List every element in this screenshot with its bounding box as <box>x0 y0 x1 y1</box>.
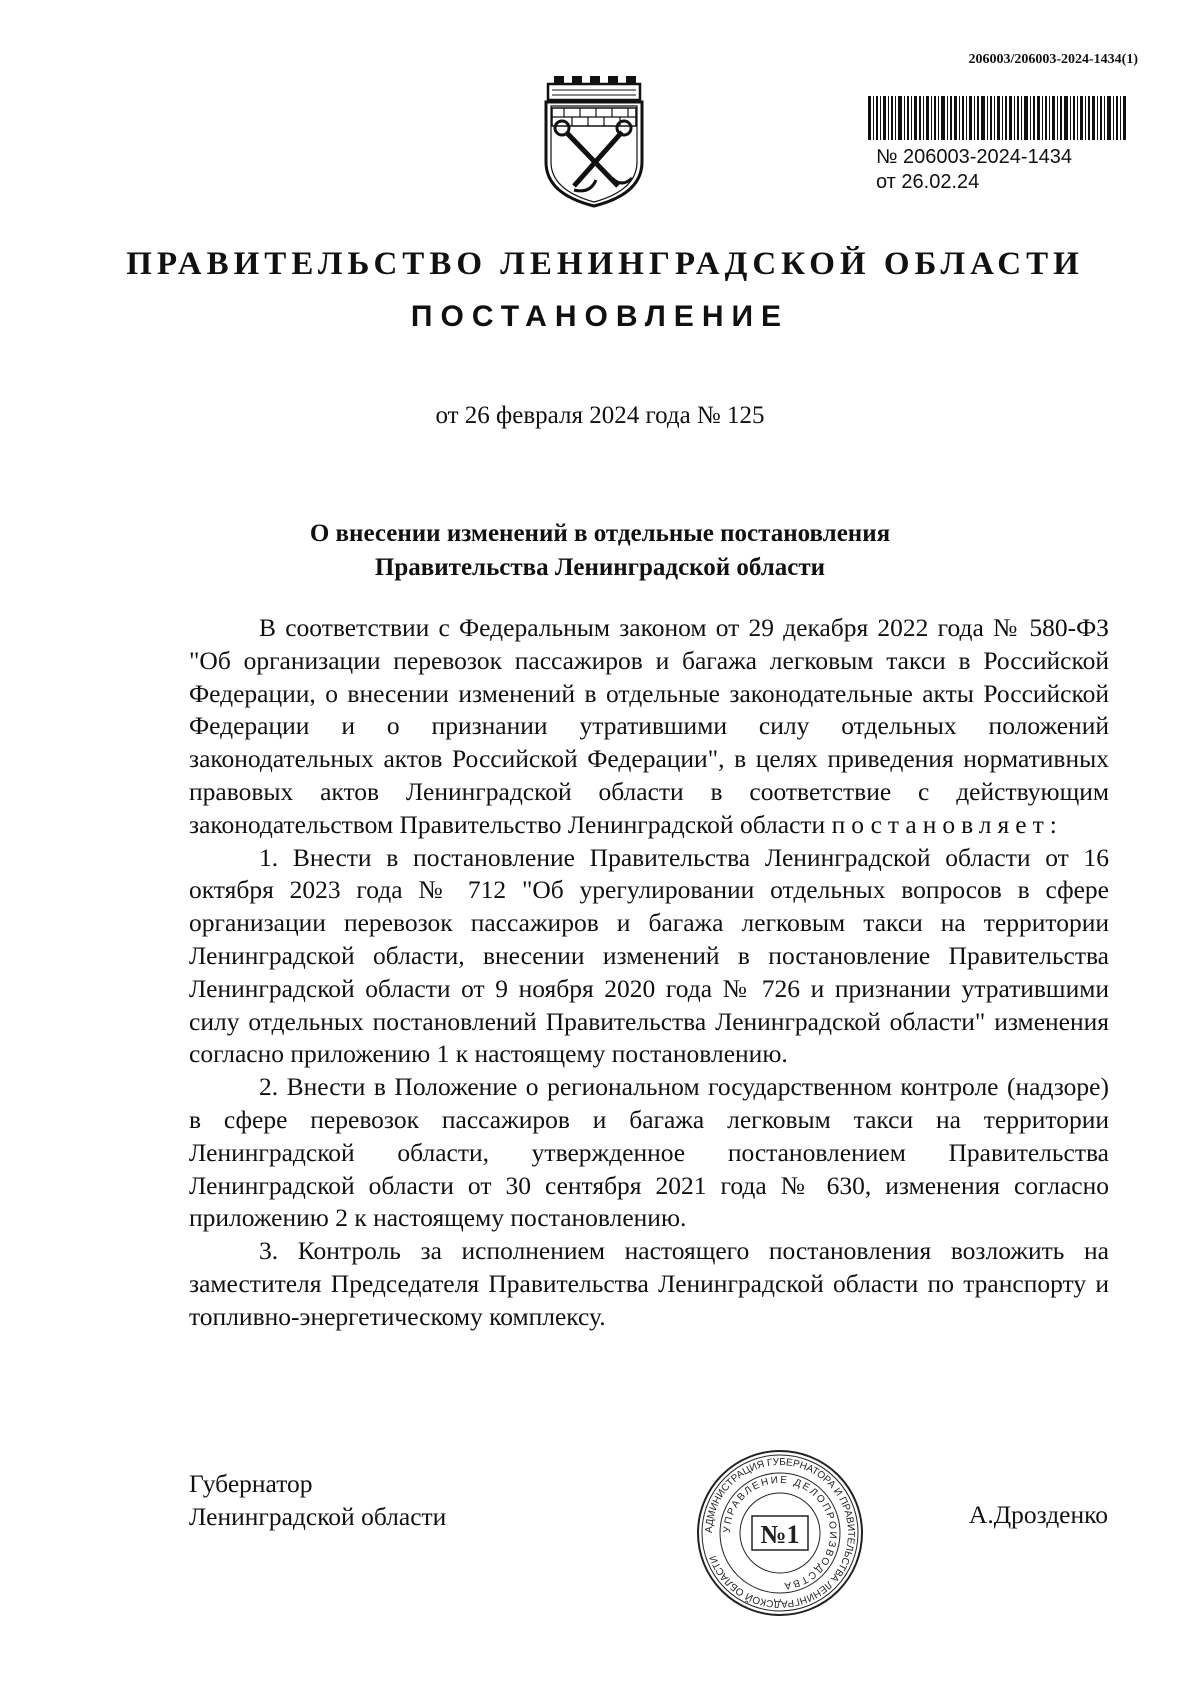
official-stamp-icon <box>695 1448 865 1618</box>
item-1-paragraph: 1. Внести в постановление Правительства Ленинградской области от 16 октября 2023 года № 712 "Об урегулировании отдельных вопросов в сфере организации перевозок пассажиров и багажа легковым такси на территории Ленинградской области, внесении изменений в постановление Правительства Ленинградской области от 9 ноября 2020 года № 726 и признании утратившими силу отдельных постановлений Правительства Ленинградской области" изменения согласно приложению 1 к настоящему постановлению. <box>189 842 1109 1069</box>
document-subject <box>0 517 1200 585</box>
document-id: 206003/206003-2024-1434(1) <box>968 52 1138 67</box>
document-date-number: от 26 февраля 2024 года № 125 <box>435 402 765 429</box>
registration-block <box>876 145 1072 195</box>
stamp-number: №1 <box>760 1520 800 1549</box>
preamble-paragraph <box>189 612 1109 842</box>
signatory-name: А.Дрозденко <box>968 1500 1108 1529</box>
signatory-position <box>189 1467 446 1533</box>
preamble-text: В соответствии с Федеральным законом от 29 декабря 2022 года № 580-ФЗ "Об организации перевозок пассажиров и багажа легковым такси в Российской Федерации, о внесении изменений в отдельные законодательные акты Российской Федерации и о признании утратившими силу отдельных положений законодательных актов Российской Федерации", в целях приведения нормативных правовых актов Ленинградской области в соответствие с действующим законодательством Правительство Ленинградской области <box>189 613 1109 839</box>
stamp-outer-text: АДМИНИСТРАЦИЯ ГУБЕРНАТОРА И ПРАВИТЕЛЬСТВА ЛЕНИНГРАДСКОЙ ОБЛАСТИ <box>703 1456 857 1610</box>
registration-number: № 206003-2024-1434 <box>876 146 1073 168</box>
coat-of-arms-icon <box>538 70 650 210</box>
government-title: ПРАВИТЕЛЬСТВО ЛЕНИНГРАДСКОЙ ОБЛАСТИ <box>126 246 1084 282</box>
item-2-paragraph: 2. Внести в Положение о региональном государственном контроле (надзоре) в сфере перевозок пассажиров и багажа легковым такси на территории Ленинградской области, утвержденное постановлением Правительства Ленинградской области от 30 сентября 2021 года № 630, изменения согласно приложению 2 к настоящему постановлению. <box>189 1072 1109 1233</box>
registration-date: от 26.02.24 <box>876 171 980 193</box>
position-line-1: Губернатор <box>189 1469 313 1498</box>
document-body <box>189 612 1109 1334</box>
item-3-paragraph: 3. Контроль за исполнением настоящего постановления возложить на заместителя Председателя Правительства Ленинградской области по транспорту и топливно-энергетическому комплексу. <box>189 1236 1109 1331</box>
stamp-inner-text: УПРАВЛЕНИЕ ДЕЛОПРОИЗВОДСТВА <box>721 1474 839 1592</box>
resolves-word: постановляет: <box>831 809 1063 839</box>
subject-line-1: О внесении изменений в отдельные постановления <box>309 520 891 547</box>
subject-line-2: Правительства Ленинградской области <box>374 554 826 581</box>
document-type: ПОСТАНОВЛЕНИЕ <box>410 300 790 333</box>
position-line-2: Ленинградской области <box>189 1502 447 1531</box>
barcode-icon <box>868 96 1126 140</box>
